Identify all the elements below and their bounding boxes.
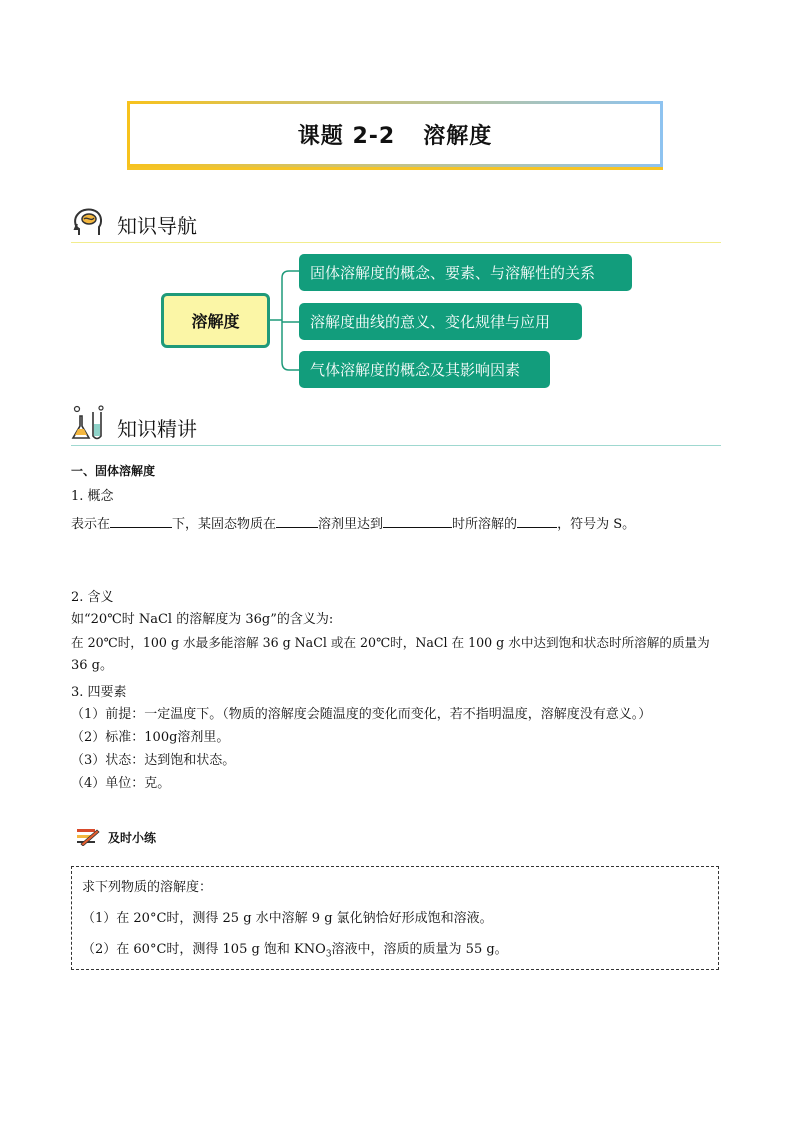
lesson-title: 溶解度	[423, 123, 493, 149]
lesson-title-box	[127, 101, 663, 167]
practice-question-2: （2）在 60°C时，测得 105 g 饱和 $KNO_3$溶液中，溶质的质量为 55 g。	[82, 942, 508, 960]
lesson-number: 课题 2-2	[297, 123, 396, 149]
blank-1[interactable]	[110, 514, 172, 528]
blank-3[interactable]	[383, 514, 452, 528]
element-item-1: （1）前提：一定温度下。（物质的溶解度会随温度的变化而变化，若不指明温度，溶解度没有意义。）	[71, 707, 652, 722]
lab-flask-icon	[71, 404, 111, 444]
element-item-2: （2）标准：100g溶剂里。	[71, 730, 230, 745]
meaning-line-3: 36 g。	[71, 658, 113, 673]
detail-section-divider	[71, 445, 721, 446]
blank-4[interactable]	[517, 514, 557, 528]
nav-section-header	[71, 203, 721, 243]
nav-section-divider	[71, 242, 721, 243]
detail-section-header	[71, 406, 721, 446]
section-heading: 一、固体溶解度	[71, 464, 156, 478]
elements-title: 3. 四要素	[71, 685, 127, 700]
meaning-line-2: 在 20℃时，100 g 水最多能溶解 36 g NaCl 或在 20℃时，NaCl 在 100 g 水中达到饱和状态时所溶解的质量为	[71, 635, 710, 650]
mindmap-branch-3: 气体溶解度的概念及其影响因素	[299, 351, 550, 388]
mindmap-connector	[270, 250, 302, 376]
pencil-icon	[75, 826, 101, 846]
nav-section-title: 知识导航	[117, 214, 197, 238]
meaning-title: 2. 含义	[71, 590, 114, 605]
mindmap-branch-2: 溶解度曲线的意义、变化规律与应用	[299, 303, 582, 340]
practice-label: 及时小练	[108, 831, 157, 845]
blank-2[interactable]	[276, 514, 318, 528]
detail-section-title: 知识精讲	[117, 417, 197, 441]
concept-title: 1. 概念	[71, 489, 114, 504]
concept-sentence: 表示在 下，某固态物质在 溶剂里达到 时所溶解的 ，符号为 S。	[71, 514, 635, 534]
mindmap-root: 溶解度	[161, 293, 270, 348]
meaning-line-1: 如“20℃时 NaCl 的溶解度为 36g”的含义为:	[71, 612, 334, 627]
practice-question-1: （1）在 20°C时，测得 25 g 水中溶解 9 g 氯化钠恰好形成饱和溶液。	[82, 911, 493, 926]
head-brain-icon	[71, 205, 107, 241]
element-item-3: （3）状态：达到饱和状态。	[71, 753, 236, 768]
element-item-4: （4）单位：克。	[71, 776, 171, 791]
practice-intro: 求下列物质的溶解度：	[82, 880, 213, 895]
mindmap-branch-1: 固体溶解度的概念、要素、与溶解性的关系	[299, 254, 632, 291]
